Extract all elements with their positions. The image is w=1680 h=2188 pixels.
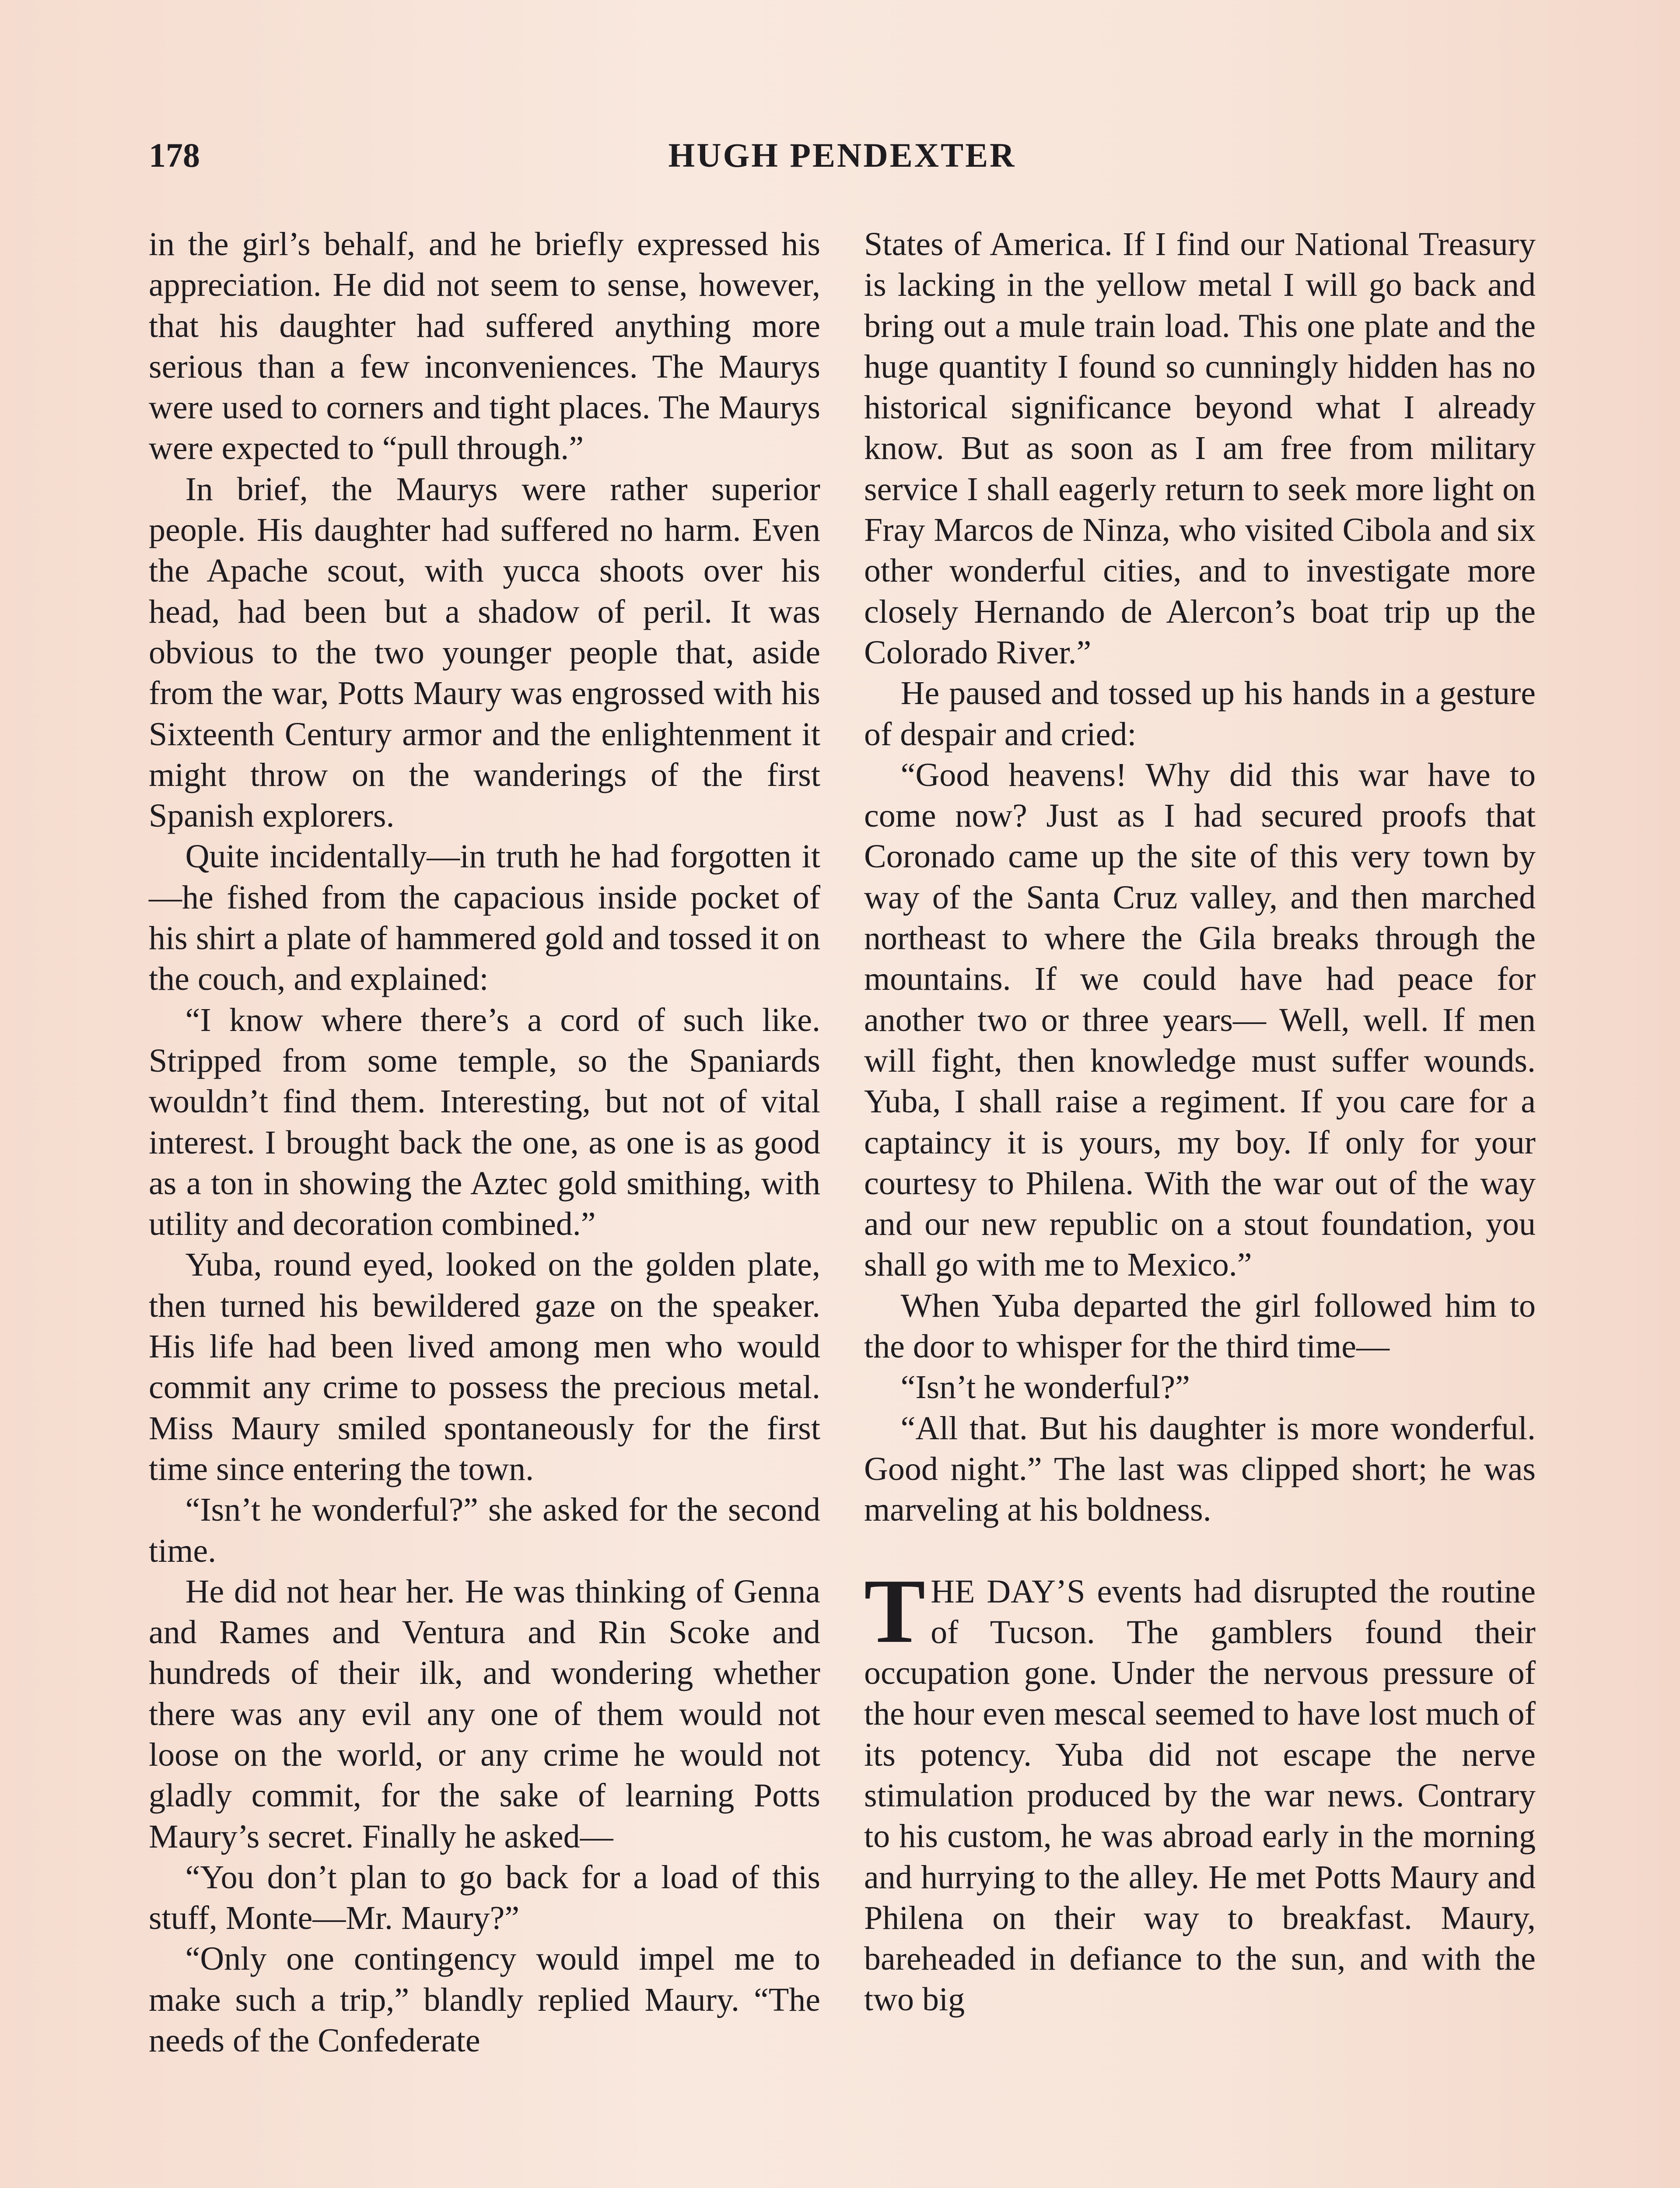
paragraph: When Yuba departed the girl followed him to the door to whisper for the third time— [864, 1287, 1536, 1365]
page-number: 178 [149, 136, 200, 174]
section-opening-paragraph [864, 1560, 1536, 2020]
paragraph: “All that. But his daughter is more wonderful. Good night.” The last was clipped short; he was marveling at his boldness. [864, 1410, 1536, 1529]
right-column [864, 224, 1536, 2020]
paragraph: He paused and tossed up his hands in a gesture of despair and cried: [864, 675, 1536, 753]
paragraph: “Isn’t he wonderful?” she asked for the second time. [149, 1491, 820, 1569]
paragraph: Yuba, round eyed, looked on the golden plate, then turned his bewildered gaze on the speaker. His life had been lived among men who would commit any crime to possess the precious metal. Miss Maury smiled spontaneously for the first time since entering the town. [149, 1246, 820, 1487]
paragraph: Quite incidentally—in truth he had forgotten it—he fished from the capacious inside pocket of his shirt a plate of hammered gold and tossed it on the couch, and explained: [149, 838, 820, 998]
paragraph: “You don’t plan to go back for a load of this stuff, Monte—Mr. Maury?” [149, 1858, 820, 1937]
section-text: events had disrupted the routine of Tucson. The gamblers found their occupation gone. Under the nervous pressure of the hour even mescal seemed to have lost much of its potency. Yuba did not escape the nerve stimulation produced by the war news. Contrary to his custom, he was abroad early in the morning and hurrying to the alley. He met Potts Maury and Philena on their way to breakfast. Maury, bareheaded in defiance to the sun, and with the two big [864, 1573, 1536, 2018]
paragraph: “I know where there’s a cord of such like. Stripped from some temple, so the Spaniards wouldn’t find them. Interesting, but not of vital interest. I brought back the one, as one is as good as a ton in showing the Aztec gold smithing, with utility and decoration combined.” [149, 1001, 820, 1243]
running-head: HUGH PENDEXTER [668, 136, 1016, 174]
page-header [149, 131, 1536, 179]
section-lead-words: HE DAY’S [931, 1573, 1085, 1610]
left-column [149, 224, 820, 2061]
paragraph: States of America. If I find our National Treasury is lacking in the yellow metal I will go back and bring out a mule train load. This one plate and the huge quantity I found so cunningly hidden has no historical significance beyond what I already know. But as soon as I am free from military service I shall eagerly return to seek more light on Fray Marcos de Ninza, who visited Cibola and six other wonderful cities, and to investigate more closely Hernando de Alercon’s boat trip up the Colorado River.” [864, 226, 1536, 671]
paragraph: “Only one contingency would impel me to make such a trip,” blandly replied Maury. “The needs of the Confederate [149, 1940, 820, 2059]
drop-cap: T [864, 1560, 926, 1662]
paragraph: “Isn’t he wonderful?” [900, 1369, 1190, 1406]
paragraph: In brief, the Maurys were rather superior people. His daughter had suffered no harm. Even the Apache scout, with yucca shoots over his head, had been but a shadow of peril. It was obvious to the two younger people that, aside from the war, Potts Maury was engrossed with his Sixteenth Century armor and the enlightenment it might throw on the wanderings of the first Spanish explorers. [149, 470, 820, 835]
paragraph: in the girl’s behalf, and he briefly expressed his appreciation. He did not seem to sense, however, that his daughter had suffered anything more serious than a few inconveniences. The Maurys were used to corners and tight places. The Maurys were expected to “pull through.” [149, 226, 820, 467]
paragraph: “Good heavens! Why did this war have to come now? Just as I had secured proofs that Coronado came up the site of this very town by way of the Santa Cruz valley, and then marched northeast to where the Gila breaks through the mountains. If we could have had peace for another two or three years— Well, well. If men will fight, then knowledge must suffer wounds. Yuba, I shall raise a regiment. If you care for a captaincy it is yours, my boy. If only for your courtesy to Philena. With the war out of the way and our new republic on a stout foundation, you shall go with me to Mexico.” [864, 756, 1536, 1283]
paragraph: He did not hear her. He was thinking of Genna and Rames and Ventura and Rin Scoke and hundreds of their ilk, and wondering whether there was any evil any one of them would not loose on the world, or any crime he would not gladly commit, for the sake of learning Potts Maury’s secret. Finally he asked— [149, 1573, 820, 1855]
